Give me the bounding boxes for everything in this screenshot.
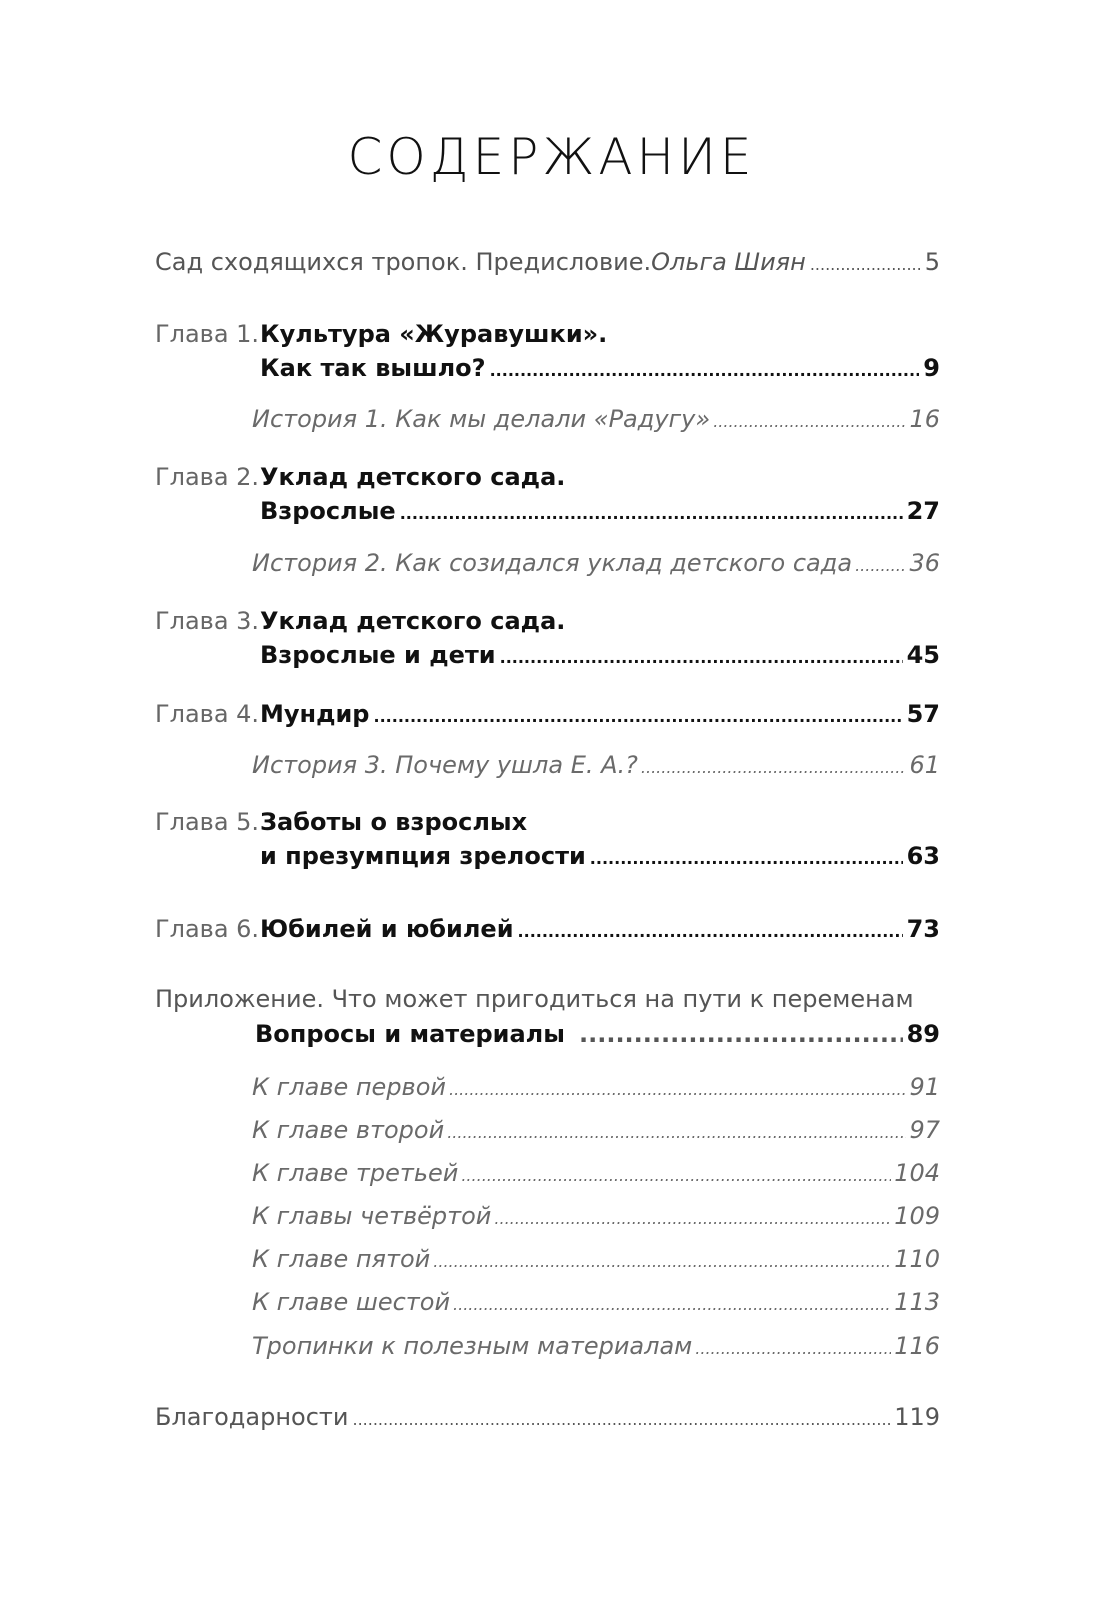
chapter-title-line1: Юбилей и юбилей [260,915,514,943]
chapter-title-line1: Уклад детского сада. [260,463,566,491]
appendix-subtitle: Вопросы и материалы [255,1020,565,1048]
page-number: 119 [894,1403,940,1431]
chapter-title-line2: Взрослые [260,497,396,525]
toc-entry-appendix-2[interactable] [252,1116,940,1144]
toc-entry-history-2[interactable] [252,549,940,577]
dot-leader [695,1339,891,1358]
page-title: СОДЕРЖАНИЕ [347,128,756,186]
chapter-title-line2: Как так вышло? [260,354,486,382]
appendix-heading: Приложение. Что может пригодиться на пути к переменам [155,985,914,1013]
chapter-label: Глава 5. [155,808,260,836]
dot-leader [449,1080,906,1099]
toc-entry-chapter-5[interactable] [155,808,940,870]
dot-leader [641,758,907,777]
page-number: 73 [906,915,940,943]
appendix-item-text: К главе третьей [252,1159,459,1187]
toc-entry-appendix-6[interactable] [252,1288,940,1316]
chapter-label: Глава 1. [155,320,260,348]
appendix-item-text: Тропинки к полезным материалам [252,1332,693,1360]
chapter-label: Глава 6. [155,915,260,943]
toc-entry-chapter-1[interactable] [155,320,940,382]
preface-author: Ольга Шиян [651,248,806,276]
appendix-item-text: К главе второй [252,1116,445,1144]
toc-entry-chapter-2[interactable] [155,463,940,525]
page-number: 109 [894,1202,940,1230]
dot-leader [590,849,903,868]
toc-entry-appendix-4[interactable] [252,1202,940,1230]
page-number: 97 [909,1116,940,1144]
dot-leader [433,1252,891,1271]
appendix-item-text: К главы четвёртой [252,1202,492,1230]
toc-entry-preface[interactable] [155,248,940,276]
chapter-label: Глава 2. [155,463,260,491]
thanks-text: Благодарности [155,1403,349,1431]
chapter-label: Глава 4. [155,700,260,728]
page-number: 5 [924,248,940,276]
chapter-title-line1: Культура «Журавушки». [260,320,608,348]
history-text: История 1. Как мы делали «Радугу» [252,405,711,433]
page-number: 63 [906,842,940,870]
page-number: 61 [909,751,940,779]
dot-leader [855,556,906,575]
page-number: 45 [906,641,940,669]
toc-entry-chapter-4[interactable] [155,700,940,728]
dot-leader [453,1295,891,1314]
toc-entry-thanks[interactable] [155,1403,940,1431]
toc-entry-appendix-3[interactable] [252,1159,940,1187]
toc-entry-appendix-7[interactable] [252,1332,940,1360]
toc-entry-appendix-1[interactable] [252,1073,940,1101]
dot-leader [447,1123,906,1142]
page-number: 104 [894,1159,940,1187]
dot-leader [579,1020,903,1048]
chapter-title-line1: Заботы о взрослых [260,808,528,836]
toc-entry-appendix-sub[interactable] [255,1020,940,1048]
dot-leader [518,922,903,941]
page-number: 27 [906,497,940,525]
appendix-item-text: К главе пятой [252,1245,431,1273]
dot-leader [490,361,920,380]
dot-leader [713,412,906,431]
page-number: 116 [894,1332,940,1360]
page-number: 36 [909,549,940,577]
dot-leader [461,1166,891,1185]
page-number: 91 [909,1073,940,1101]
appendix-item-text: К главе первой [252,1073,446,1101]
toc-entry-history-3[interactable] [252,751,940,779]
chapter-title-line1: Уклад детского сада. [260,607,566,635]
dot-leader [374,707,903,726]
chapter-title-line2: Взрослые и дети [260,641,496,669]
toc-entry-chapter-6[interactable] [155,915,940,943]
page-number: 113 [894,1288,940,1316]
history-text: История 2. Как созидался уклад детского сада [252,549,853,577]
dot-leader [494,1209,891,1228]
chapter-title-line1: Мундир [260,700,370,728]
chapter-title-line2: и презумпция зрелости [260,842,586,870]
dot-leader [353,1410,891,1429]
dot-leader [500,648,903,667]
page-number: 9 [923,354,940,382]
history-text: История 3. Почему ушла Е. А.? [252,751,638,779]
page-number: 16 [909,405,940,433]
page-number: 89 [906,1020,940,1048]
page-number: 57 [906,700,940,728]
toc-entry-appendix-5[interactable] [252,1245,940,1273]
dot-leader [400,504,903,523]
appendix-item-text: К главе шестой [252,1288,451,1316]
preface-text: Сад сходящихся тропок. Предисловие. [155,248,652,276]
dot-leader [810,255,921,274]
page-number: 110 [894,1245,940,1273]
toc-entry-history-1[interactable] [252,405,940,433]
chapter-label: Глава 3. [155,607,260,635]
toc-entry-appendix-heading[interactable] [155,985,940,1013]
toc-entry-chapter-3[interactable] [155,607,940,669]
